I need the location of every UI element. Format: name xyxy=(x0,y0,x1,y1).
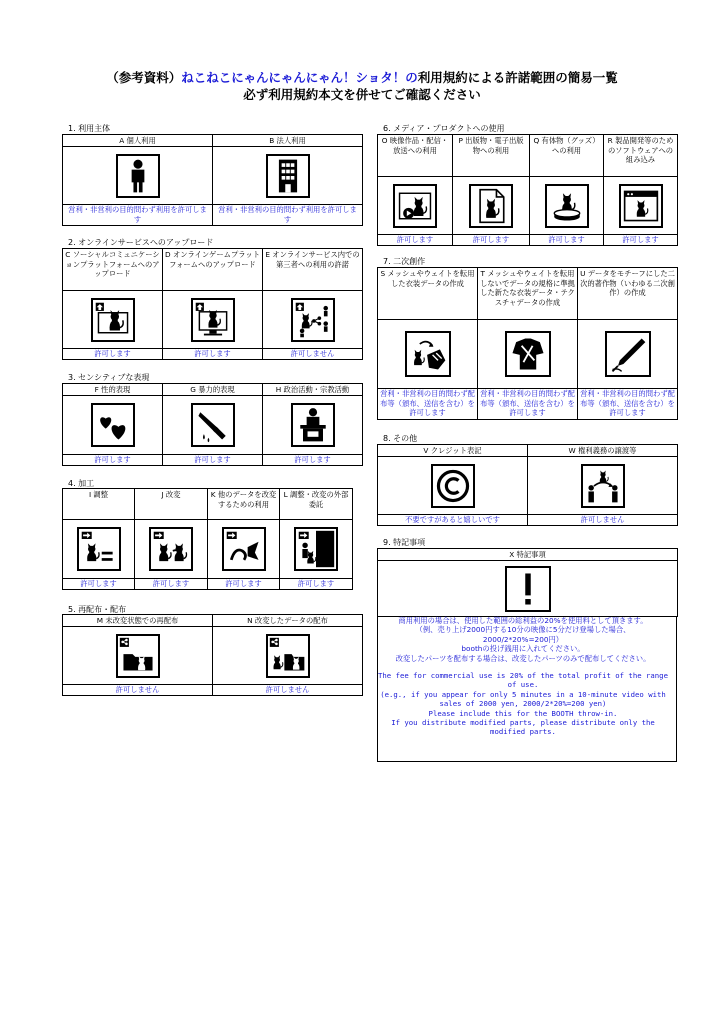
upload-social-icon xyxy=(91,298,135,342)
item-status: 許可します xyxy=(294,455,331,464)
note-jp-4: 改変したパーツを配布する場合は、改変したパーツのみで配布してください。 xyxy=(395,653,651,663)
item-header: N 改変したデータの配布 xyxy=(213,615,362,627)
podium-icon xyxy=(291,403,335,447)
item-header: X 特記事項 xyxy=(378,549,677,561)
section-title-8: 8. その他 xyxy=(383,434,418,443)
item-status: 許可しません xyxy=(115,685,160,694)
section-title-5: 5. 再配布・配布 xyxy=(68,605,127,614)
section-title-6: 6. メディア・プロダクトへの使用 xyxy=(383,124,505,133)
use-for-modify-icon xyxy=(222,527,266,571)
item-header: B 法人利用 xyxy=(213,135,362,147)
item-image xyxy=(213,627,362,685)
item-status: 許可します xyxy=(194,455,231,464)
note-jp-2: 2000/2*20%=200円） xyxy=(482,634,564,644)
item-w-transfer xyxy=(527,444,678,526)
pen-icon xyxy=(605,331,651,377)
item-image xyxy=(63,627,212,685)
item-image xyxy=(263,291,362,349)
item-b-corporate xyxy=(212,134,363,226)
item-status: 許可しません xyxy=(265,685,310,694)
note-en-0: The fee for commercial use is 20% of the total profit of the range of use. xyxy=(378,671,668,690)
upload-game-icon xyxy=(191,298,235,342)
title-prefix: （参考資料） xyxy=(106,70,182,85)
item-image xyxy=(63,520,134,579)
title-name: ねこねこにゃんにゃんにゃん！ショタ！の xyxy=(181,70,418,85)
item-c-social-upload xyxy=(62,248,163,360)
section-title-1: 1. 利用主体 xyxy=(68,124,111,133)
note-jp-0: 商用利用の場合は、使用した範囲の総利益の20%を使用料として頂きます。 xyxy=(398,616,648,625)
item-x-special xyxy=(377,548,678,617)
item-header: S メッシュやウェイトを転用した衣装データの作成 xyxy=(378,268,477,320)
software-icon xyxy=(619,184,663,228)
item-status: 許可します xyxy=(297,579,335,588)
item-status: 許可します xyxy=(194,349,231,358)
person-icon xyxy=(116,154,160,198)
item-v-credit xyxy=(377,444,528,526)
section-4-grid xyxy=(62,488,352,589)
item-status: 許可します xyxy=(472,235,510,244)
item-image xyxy=(213,147,362,205)
item-o-video xyxy=(377,134,453,246)
costume-icon xyxy=(505,331,551,377)
item-f-sexual xyxy=(62,383,163,466)
item-header: K 他のデータを改変するための利用 xyxy=(208,489,279,520)
section-title-7: 7. 二次創作 xyxy=(383,257,426,266)
item-header: M 未改変状態での再配布 xyxy=(63,615,212,627)
item-t-costume xyxy=(477,267,578,420)
modify-icon xyxy=(149,527,193,571)
copyright-icon xyxy=(431,464,475,508)
item-s-mesh xyxy=(377,267,478,420)
item-status: 営利・非営利の目的問わず利用を許可します xyxy=(68,205,207,224)
section-2-grid xyxy=(62,248,362,359)
item-image xyxy=(263,396,362,455)
transfer-icon xyxy=(581,464,625,508)
item-image xyxy=(135,520,207,579)
item-header: P 出版物・電子出版物への利用 xyxy=(453,135,529,177)
page-subtitle: 必ず利用規約本文を併せてご確認ください xyxy=(243,87,481,102)
item-image xyxy=(378,177,452,235)
item-l-outsourcing xyxy=(279,488,353,590)
item-status: 許可します xyxy=(548,235,585,244)
item-image xyxy=(378,561,677,616)
item-header: R 製品開発等のためのソフトウェアへの組み込み xyxy=(604,135,677,177)
item-header: L 調整・改変の外部委託 xyxy=(280,489,352,520)
item-status: 許可します xyxy=(225,579,262,588)
item-image xyxy=(63,147,212,205)
item-m-redistribute xyxy=(62,614,213,696)
section-8-grid xyxy=(377,444,677,525)
section-title-9: 9. 特記事項 xyxy=(383,538,426,547)
item-image xyxy=(378,320,477,389)
item-image xyxy=(280,520,352,579)
page-title xyxy=(0,70,724,86)
title-suffix: 利用規約による許諾範囲の簡易一覧 xyxy=(417,70,618,85)
goods-icon xyxy=(545,184,589,228)
item-status: 許可しません xyxy=(580,515,625,524)
item-header: V クレジット表記 xyxy=(378,445,527,457)
item-header: D オンラインゲームプラットフォームへのアップロード xyxy=(163,249,262,291)
item-status: 営利・非営利の目的問わず配布等（頒布、送信を含む）を許可します xyxy=(580,389,675,417)
section-1-grid xyxy=(62,134,362,225)
item-n-distribute-modified xyxy=(212,614,363,696)
item-image xyxy=(604,177,677,235)
item-header: J 改変 xyxy=(135,489,207,520)
note-en-2: Please include this for the BOOTH throw-in. xyxy=(428,708,618,718)
item-image xyxy=(528,457,677,515)
item-status: 営利・非営利の目的問わず利用を許可します xyxy=(218,205,357,224)
item-header: T メッシュやウェイトを転用しないでデータの規格に準拠した新たな衣装データ・テクスチャデータの作成 xyxy=(478,268,577,320)
item-u-derivative xyxy=(577,267,678,420)
item-image xyxy=(63,291,162,349)
item-q-goods xyxy=(529,134,604,246)
item-status: 営利・非営利の目的問わず配布等（頒布、送信を含む）を許可します xyxy=(480,389,575,417)
item-status: 許可します xyxy=(152,579,190,588)
item-header: A 個人利用 xyxy=(63,135,212,147)
item-status: 許可します xyxy=(80,579,117,588)
item-status: 許可します xyxy=(622,235,659,244)
section-6-grid xyxy=(377,134,677,245)
hearts-icon xyxy=(91,403,135,447)
item-status: 許可しません xyxy=(290,349,335,358)
item-status: 不要ですがあると嬉しいです xyxy=(405,515,500,524)
item-image xyxy=(453,177,529,235)
item-header: C ソーシャルコミュニケーションプラットフォームへのアップロード xyxy=(63,249,162,291)
publication-icon xyxy=(469,184,513,228)
item-header: U データをモチーフにした二次的著作物（いわゆる二次創作）の作成 xyxy=(578,268,677,320)
special-notes xyxy=(376,616,670,737)
redistribute-icon xyxy=(116,634,160,678)
item-image xyxy=(163,396,262,455)
building-icon xyxy=(266,154,310,198)
item-g-violent xyxy=(162,383,263,466)
item-i-adjust xyxy=(62,488,135,590)
knife-icon xyxy=(191,403,235,447)
item-r-software xyxy=(603,134,678,246)
note-en-3: If you distribute modified parts, please distribute only the modified parts. xyxy=(391,718,655,737)
section-3-grid xyxy=(62,383,362,465)
section-9-grid xyxy=(377,548,677,616)
video-icon xyxy=(393,184,437,228)
distribute-modified-icon xyxy=(266,634,310,678)
item-j-modify xyxy=(134,488,208,590)
share-third-party-icon xyxy=(291,298,335,342)
section-title-3: 3. センシティブな表現 xyxy=(68,373,150,382)
item-image xyxy=(478,320,577,389)
item-header: F 性的表現 xyxy=(63,384,162,396)
section-5-grid xyxy=(62,614,362,695)
item-status: 許可します xyxy=(396,235,434,244)
item-status: 許可します xyxy=(94,349,131,358)
section-title-4: 4. 加工 xyxy=(68,479,95,488)
item-image xyxy=(578,320,677,389)
item-header: E オンラインサービス内での第三者への利用の許諾 xyxy=(263,249,362,291)
item-image xyxy=(163,291,262,349)
note-en-1: (e.g., if you appear for only 5 minutes in a 10-minute video with sales of 2000 yen, 2000/2*20%=200 yen) xyxy=(380,689,666,709)
item-image xyxy=(63,396,162,455)
section-title-2: 2. オンラインサービスへのアップロード xyxy=(68,238,214,247)
item-e-third-party xyxy=(262,248,363,360)
item-h-political xyxy=(262,383,363,466)
item-status: 営利・非営利の目的問わず配布等（頒布、送信を含む）を許可します xyxy=(380,389,475,417)
item-a-individual xyxy=(62,134,213,226)
item-image xyxy=(378,457,527,515)
note-jp-1: （例、売り上げ2000円する10分の映像に5分だけ登場した場合、 xyxy=(415,625,631,635)
item-header: O 映像作品・配信・放送への利用 xyxy=(378,135,452,177)
outsourcing-icon xyxy=(294,527,338,571)
item-d-game-upload xyxy=(162,248,263,360)
item-p-publication xyxy=(452,134,530,246)
note-jp-3: boothの投げ銭用に入れてください。 xyxy=(461,644,585,654)
adjust-icon xyxy=(77,527,121,571)
item-k-use-for-modify xyxy=(207,488,280,590)
item-header: G 暴力的表現 xyxy=(163,384,262,396)
item-header: H 政治活動・宗教活動 xyxy=(263,384,362,396)
section-7-grid xyxy=(377,267,677,419)
item-header: Q 有体物（グッズ）への利用 xyxy=(530,135,603,177)
item-header: I 調整 xyxy=(63,489,134,520)
exclamation-icon xyxy=(505,566,551,612)
item-header: W 権利義務の譲渡等 xyxy=(528,445,677,457)
mesh-icon xyxy=(405,331,451,377)
item-image xyxy=(208,520,279,579)
item-status: 許可します xyxy=(94,455,131,464)
item-image xyxy=(530,177,603,235)
